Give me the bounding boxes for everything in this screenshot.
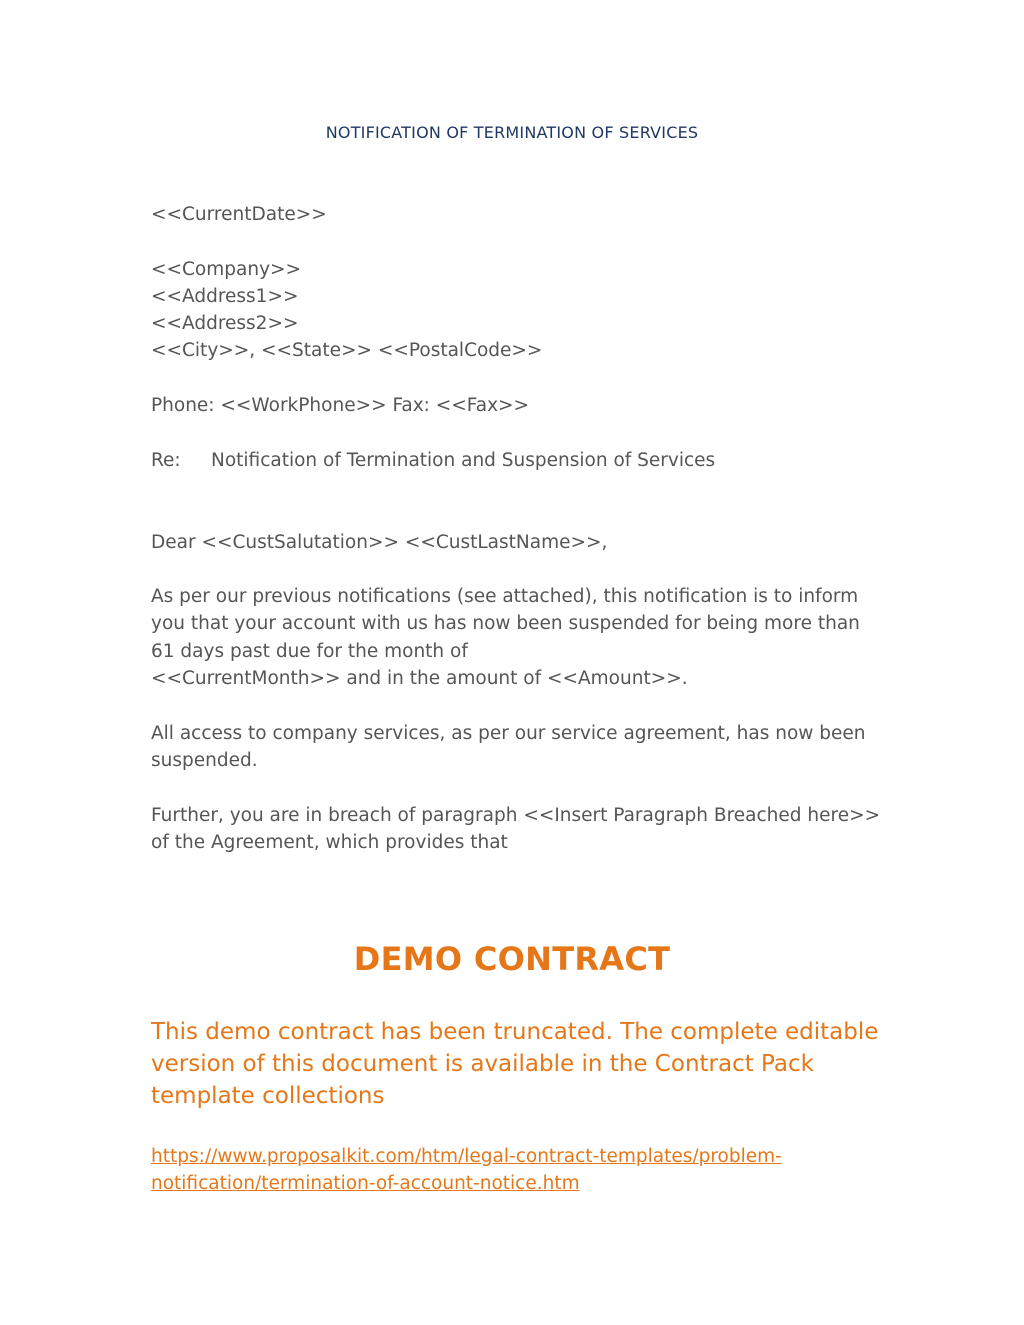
re-line xyxy=(151,447,891,474)
demo-message-line: template collections xyxy=(151,1083,385,1109)
paragraph-1-line-2: you that your account with us has now been suspended for being more than xyxy=(151,613,860,635)
city-state-zip-line: <<City>>, <<State>> <<PostalCode>> xyxy=(151,340,543,362)
demo-truncation-message xyxy=(151,1016,881,1112)
link-line[interactable]: notification/termination-of-account-notice.htm xyxy=(151,1173,580,1195)
address1-line: <<Address1>> xyxy=(151,285,299,307)
document-title: NOTIFICATION OF TERMINATION OF SERVICES xyxy=(325,123,699,142)
paragraph-3-line-2: of the Agreement, which provides that xyxy=(151,831,508,853)
current-date: <<CurrentDate>> xyxy=(151,204,327,225)
salutation: Dear <<CustSalutation>> <<CustLastName>>, xyxy=(151,531,608,553)
re-label: Re: xyxy=(151,449,181,471)
contract-pack-link[interactable] xyxy=(151,1143,851,1198)
paragraph-1-line-4: <<CurrentMonth>> and in the amount of <<Amount>>. xyxy=(151,668,688,690)
company-line: <<Company>> xyxy=(151,258,302,280)
address2-line: <<Address2>> xyxy=(151,313,299,335)
paragraph-3-line-1: Further, you are in breach of paragraph <<Insert Paragraph Breached here>> xyxy=(151,804,881,826)
letter-body xyxy=(151,201,891,856)
contact-line: Phone: <<WorkPhone>> Fax: <<Fax>> xyxy=(151,395,530,417)
paragraph-2-line-2: suspended. xyxy=(151,749,258,771)
paragraph-1-line-1: As per our previous notifications (see attached), this notification is to inform xyxy=(151,586,859,608)
re-subject: Notification of Termination and Suspension of Services xyxy=(211,449,716,471)
demo-contract-heading: DEMO CONTRACT xyxy=(353,940,671,978)
link-line[interactable]: https://www.proposalkit.com/htm/legal-contract-templates/problem- xyxy=(151,1146,782,1167)
demo-message-line: This demo contract has been truncated. The complete editable xyxy=(151,1019,879,1045)
paragraph-1-line-3: 61 days past due for the month of xyxy=(151,640,468,662)
demo-message-line: version of this document is available in the Contract Pack xyxy=(151,1051,814,1077)
paragraph-2-line-1: All access to company services, as per our service agreement, has now been xyxy=(151,722,866,744)
